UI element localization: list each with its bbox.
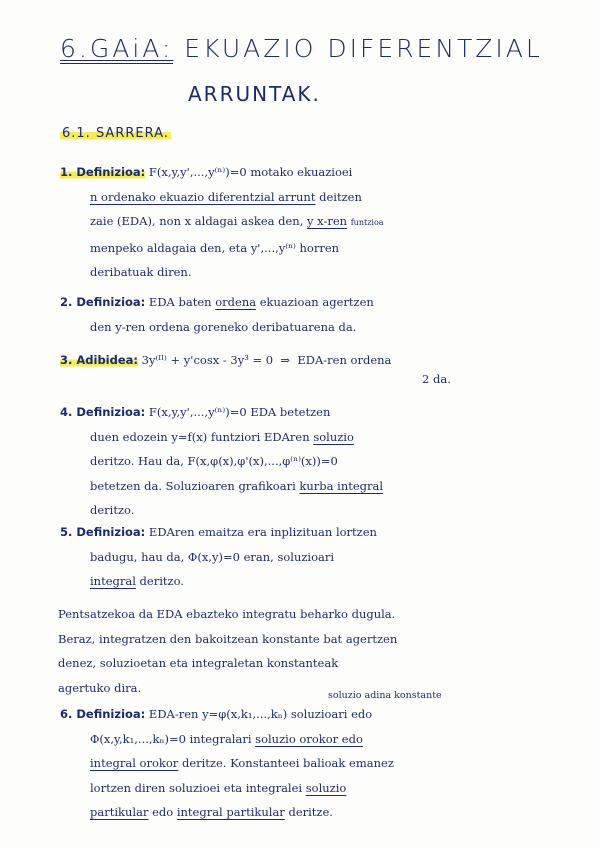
definition-1-label: 1. Definizioa:	[60, 165, 146, 179]
example-3	[60, 348, 590, 391]
section-heading: 6.1. SARRERA.	[62, 126, 169, 141]
definition-1-y-function: y x-ren	[307, 214, 348, 228]
definition-6-term-5: integral partikular	[176, 805, 285, 819]
implies-arrow: ⇒	[280, 353, 291, 367]
paragraph-line-2: Beraz, integratzen den bakoitzean konstante bat agertzen	[58, 631, 398, 646]
definition-4-line-1: F(x,y,y',...,y⁽ⁿ⁾)=0 EDA betetzen	[145, 405, 331, 419]
title-rest: EKUAZIO DIFERENTZIAL	[173, 34, 543, 63]
example-3-label: 3. Adibidea:	[60, 353, 139, 367]
example-3-result-1: EDA-ren ordena	[297, 353, 392, 367]
definition-6-line-5b: edo	[148, 805, 177, 819]
definition-6-line-1: EDA-ren y=φ(x,k₁,...,kₙ) soluzioari edo	[145, 707, 373, 721]
definition-6-term-1: soluzio orokor edo	[255, 731, 363, 746]
definition-5-line-2: badugu, hau da, Φ(x,y)=0 eran, soluzioari	[90, 549, 335, 564]
definition-5	[60, 520, 590, 594]
page-title	[60, 34, 543, 63]
definition-5-label: 5. Definizioa:	[60, 525, 146, 539]
definition-1-funtzioa: funtzioa	[350, 218, 384, 227]
page-subtitle: ARRUNTAK.	[188, 82, 321, 106]
definition-2-line-2: den y-ren ordena goreneko deribatuarena da.	[90, 319, 357, 334]
definition-2-label: 2. Definizioa:	[60, 295, 146, 309]
definition-1-line-5: deribatuak diren.	[90, 265, 192, 279]
definition-6-line-2: Φ(x,y,k₁,...,kₙ)=0 integralari	[90, 731, 256, 746]
definition-4-line-4: betetzen da. Soluzioaren grafikoari	[90, 478, 300, 493]
definition-4-term-2: kurba integral	[299, 478, 384, 493]
definition-6-line-5d: deritze.	[284, 805, 333, 819]
definition-6-line-3: deritze. Konstanteei balioak emanez	[178, 756, 394, 770]
paragraph	[58, 602, 588, 700]
definition-1-line-4: menpeko aldagaia den, eta y',...,y⁽ⁿ⁾ horren	[90, 240, 340, 255]
paragraph-line-3: denez, soluzioetan eta integraletan konstanteak	[58, 656, 339, 670]
definition-6-label: 6. Definizioa:	[60, 707, 146, 721]
definition-2-term: ordena	[215, 295, 257, 309]
title-prefix: 6.GAiA:	[60, 34, 174, 63]
definition-6-line-4: lortzen diren soluzioei eta integralei	[90, 780, 306, 795]
definition-5-line-1: EDAren emaitza era inplizituan lortzen	[145, 525, 377, 539]
definition-4	[60, 400, 590, 523]
definition-4-label: 4. Definizioa:	[60, 405, 146, 419]
paragraph-line-1: Pentsatzekoa da EDA ebazteko integratu beharko dugula.	[58, 607, 396, 621]
definition-4-line-5: deritzo.	[90, 503, 135, 517]
definition-4-term: soluzio	[313, 429, 354, 444]
definition-2	[60, 290, 590, 339]
definition-6-term-2: integral orokor	[90, 756, 179, 770]
definition-2-line-1a: EDA baten	[145, 295, 216, 309]
definition-1	[60, 160, 590, 285]
definition-4-line-2: duen edozein y=f(x) funtziori EDAren	[90, 429, 314, 444]
definition-2-line-1c: ekuazioan agertzen	[256, 295, 374, 309]
example-3-result-2: 2 da.	[422, 371, 451, 386]
definition-6-annotation: soluzio adina konstante	[328, 690, 442, 701]
definition-6	[60, 702, 590, 825]
example-3-equation: 3y⁽ᴵᴵ⁾ + y'cosx - 3y³ = 0	[138, 353, 274, 367]
definition-5-line-3: deritzo.	[135, 574, 184, 588]
definition-1-line-1: F(x,y,y',...,y⁽ⁿ⁾)=0 motako ekuazioei	[145, 165, 353, 179]
definition-1-term: n ordenako ekuazio diferentzial arrunt	[90, 189, 316, 204]
definition-6-term-4: partikular	[90, 805, 149, 819]
definition-6-term-3: soluzio	[305, 780, 347, 795]
definition-4-line-3: deritzo. Hau da, F(x,φ(x),φ'(x),...,φ⁽ⁿ⁾(x))=0	[90, 454, 338, 468]
definition-5-term: integral	[90, 574, 136, 588]
paragraph-line-4: agertuko dira.	[58, 680, 142, 695]
definition-1-line-3: zaie (EDA), non x aldagai askea den,	[90, 214, 308, 228]
definition-1-line-2: deitzen	[315, 189, 362, 204]
